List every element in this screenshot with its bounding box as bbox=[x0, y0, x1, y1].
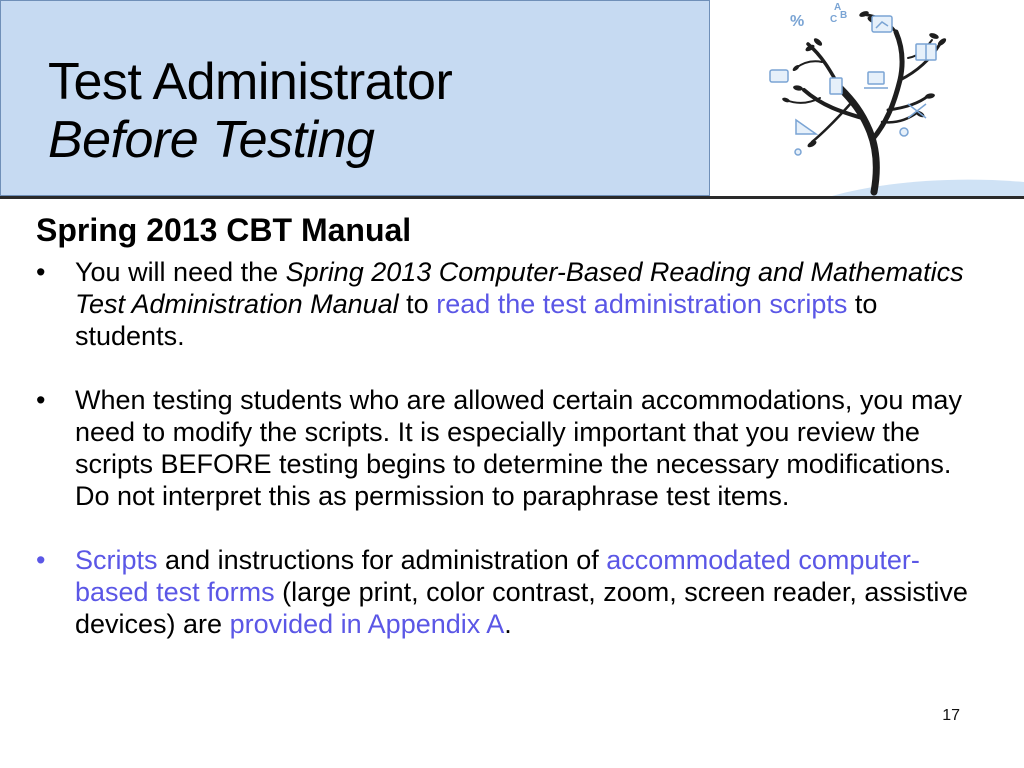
bullet-marker: • bbox=[36, 257, 46, 287]
header-divider bbox=[0, 196, 1024, 199]
letter-b-decor: B bbox=[840, 10, 848, 21]
bullet-item-scripts bbox=[36, 544, 976, 640]
slide-body bbox=[36, 210, 976, 640]
bullet-text: to students. bbox=[75, 289, 878, 351]
bullet-item-manual bbox=[36, 256, 976, 352]
letter-a-decor: A bbox=[834, 2, 842, 13]
bullet-text: to bbox=[398, 289, 437, 319]
bullet-marker: • bbox=[36, 545, 46, 575]
highlight-text: read the test administration scripts bbox=[436, 289, 848, 319]
bullet-text: and instructions for administration of bbox=[157, 545, 607, 575]
highlight-text: Scripts bbox=[75, 545, 158, 575]
slide-title: Test Administrator bbox=[48, 53, 453, 111]
bullet-text: (large print, color contrast, zoom, screen reader, assistive devices) are bbox=[75, 577, 968, 639]
letter-c-decor: C bbox=[830, 14, 838, 25]
percent-icon: % bbox=[790, 13, 805, 30]
slide-subtitle: Before Testing bbox=[48, 111, 375, 169]
bullet-text: When testing students who are allowed certain accommodations, you may need to modify the scripts. It is especially important that you review the scripts BEFORE testing begins to determine the necessary modifications. Do not interpret this as permission to paraphrase test items. bbox=[75, 385, 962, 511]
bullet-text: . bbox=[504, 609, 512, 639]
section-heading: Spring 2013 CBT Manual bbox=[36, 212, 412, 248]
bullet-marker: • bbox=[36, 385, 46, 415]
manual-title: Spring 2013 Computer-Based Reading and Mathematics Test Administration Manual bbox=[75, 257, 964, 319]
bullet-text: You will need the bbox=[75, 257, 286, 287]
slide-header bbox=[0, 0, 1024, 196]
page-number: 17 bbox=[942, 707, 960, 724]
highlight-text: provided in Appendix A bbox=[229, 609, 505, 639]
highlight-text: accommodated computer-based test forms bbox=[75, 545, 920, 607]
education-tree-illustration bbox=[712, 0, 1024, 196]
bullet-item-accommodations bbox=[36, 384, 976, 512]
